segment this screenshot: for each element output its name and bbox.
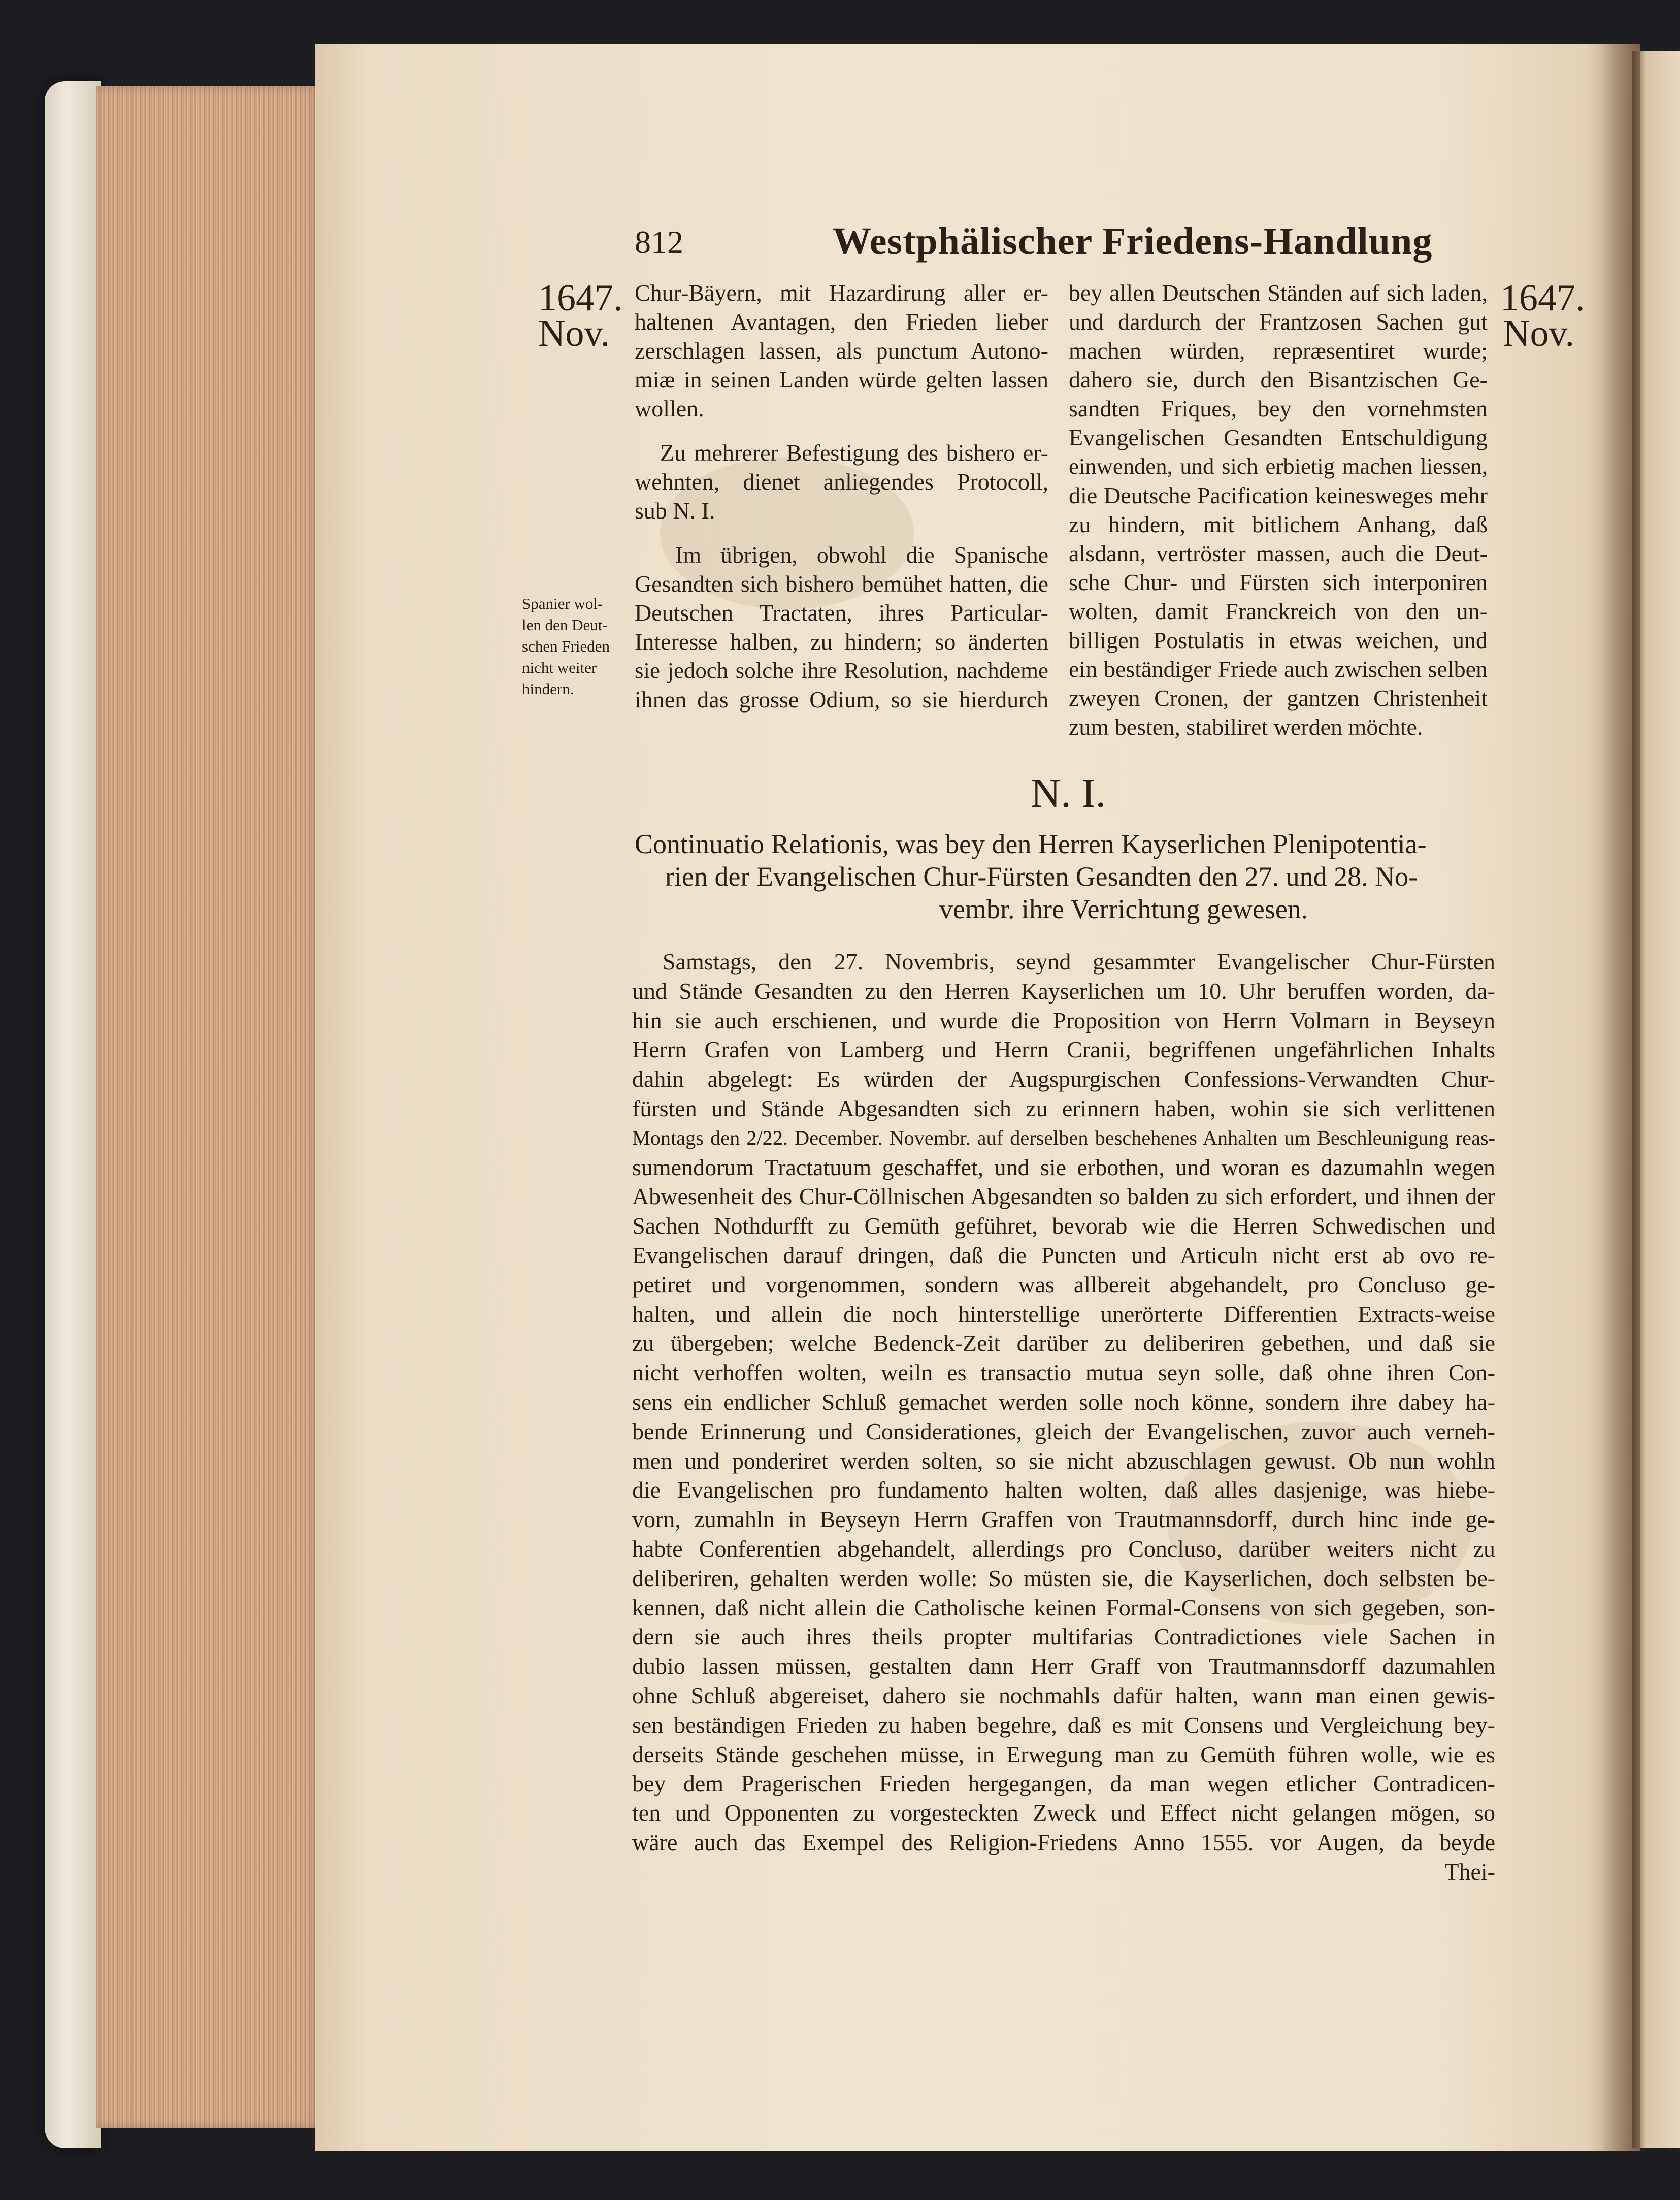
catchword: Thei- <box>1444 1858 1495 1885</box>
body-line: ten und Opponenten zu vorgesteckten Zweck und Effect nicht gelangen mögen, so <box>632 1800 1495 1826</box>
gutter-shadow <box>1599 44 1640 2151</box>
title-line: rien der Evangelischen Chur-Fürsten Gesandten den 27. und 28. No- <box>665 861 1418 892</box>
marginal-note <box>522 593 610 700</box>
text-line: ihnen das grosse Odium, so sie hierdurch <box>635 687 1048 713</box>
right-margin-month: Nov. <box>1503 313 1575 354</box>
left-column <box>635 278 1048 714</box>
marginal-line: hindern. <box>522 680 574 698</box>
text-line: ein beständiger Friede auch zwischen selben <box>1069 656 1488 682</box>
body-line: halten, und allein die noch hinterstellige unerörterte Differentien Extracts-weise <box>632 1301 1495 1327</box>
page-stack-edge <box>96 86 320 2128</box>
marginal-line: Spanier wol- <box>522 595 603 612</box>
body-line: derseits Stände geschehen müsse, in Erwegung man zu Gemüth führen wolle, wie es <box>632 1741 1495 1767</box>
running-title: Westphälischer Friedens-Handlung <box>833 220 1433 263</box>
body-line: hin sie auch erschienen, und wurde die Proposition von Herrn Volmarn in Beyseyn <box>632 1007 1495 1033</box>
page-number: 812 <box>635 224 683 260</box>
text-line: Zu mehrerer Befestigung des bishero er- <box>660 440 1048 466</box>
body-line: zu übergeben; welche Bedenck-Zeit darüber zu deliberiren gebethen, und daß sie <box>632 1330 1495 1356</box>
body-line: bende Erinnerung und Considerationes, gleich der Evangelischen, zuvor auch verneh- <box>632 1418 1495 1444</box>
body-line: die Evangelischen pro fundamento halten wolten, daß alles dasjenige, was hiebe- <box>632 1477 1495 1503</box>
right-margin-year: 1647. <box>1500 277 1585 319</box>
title-line: Continuatio Relationis, was bey den Herren Kayserlichen Plenipotentia- <box>635 829 1427 859</box>
marginal-line: nicht weiter <box>522 659 597 676</box>
text-line: dahero sie, durch den Bisantzischen Ge- <box>1069 367 1488 393</box>
text-line: sie jedoch solche ihre Resolution, nachdeme <box>635 658 1048 683</box>
text-line: bey allen Deutschen Ständen auf sich laden, <box>1069 280 1488 306</box>
text-line: sche Chur- und Fürsten sich interponiren <box>1069 569 1488 595</box>
body-line: Sachen Nothdurfft zu Gemüth geführet, bevorab wie die Herren Schwedischen und <box>632 1213 1495 1239</box>
right-column <box>1069 278 1488 741</box>
body-line: dubio lassen müssen, gestalten dann Herr Graff von Trautmannsdorff dazumahlen <box>632 1653 1495 1679</box>
body-line: Montags den 2/22. December. Novembr. auf derselben beschehenes Anhalten um Beschleunigung reas- <box>632 1126 1495 1149</box>
text-line: wollen. <box>635 396 704 422</box>
body-line: ohne Schluß abgereiset, dahero sie nochmahls dafür halten, wann man einen gewis- <box>632 1682 1495 1708</box>
book-cover-edge <box>45 81 101 2148</box>
text-line: einwenden, und sich erbietig machen liessen, <box>1069 454 1488 479</box>
text-line: alsdann, vertröster massen, auch die Deut- <box>1069 540 1488 566</box>
body-text <box>632 947 1495 1887</box>
body-line: Herrn Grafen von Lamberg und Herrn Cranii, begriffenen ungefährlichen Inhalts <box>632 1037 1495 1063</box>
text-line: billigen Postulatis in etwas weichen, und <box>1069 627 1488 653</box>
body-line: bey dem Pragerischen Frieden hergegangen, da man wegen etlicher Contradicen- <box>632 1770 1495 1797</box>
text-line: sub N. I. <box>635 498 715 524</box>
marginal-line: schen Frieden <box>522 637 610 655</box>
text-line: die Deutsche Pacification keinesweges mehr <box>1069 482 1488 508</box>
text-line: wehnten, dienet anliegendes Protocoll, <box>635 469 1048 495</box>
body-line: deliberiren, gehalten werden wolle: So müsten sie, die Kayserlichen, doch selbsten be- <box>632 1565 1495 1591</box>
body-line: sen beständigen Frieden zu haben begehre, daß es mit Consens und Vergleichung bey- <box>632 1711 1495 1738</box>
section-number: N. I. <box>1031 770 1106 816</box>
marginal-line: len den Deut- <box>522 616 608 634</box>
text-line: Chur-Bäyern, mit Hazardirung aller er- <box>635 280 1048 306</box>
text-line: und dardurch der Frantzosen Sachen gut <box>1069 309 1488 335</box>
body-line: wäre auch das Exempel des Religion-Friedens Anno 1555. vor Augen, da beyde <box>632 1829 1495 1855</box>
text-line: Evangelischen Gesandten Entschuldigung <box>1069 425 1488 450</box>
text-line: sandten Friques, bey den vornehmsten <box>1069 396 1488 422</box>
text-line: zweyen Cronen, der gantzen Christenheit <box>1069 685 1488 711</box>
text-line: Im übrigen, obwohl die Spanische <box>675 542 1048 568</box>
text-line: miæ in seinen Landen würde gelten lassen <box>635 367 1048 393</box>
text-line: zum besten, stabiliret werden möchte. <box>1069 714 1423 740</box>
text-line: wolten, damit Franckreich von den un- <box>1069 598 1488 624</box>
body-line: sumendorum Tractatuum geschaffet, und sie erbothen, und woran es dazumahln wegen <box>632 1154 1495 1180</box>
title-line: vembr. ihre Verrichtung gewesen. <box>939 894 1308 924</box>
body-line: men und ponderiret werden solten, so sie nicht abzuschlagen gewust. Ob nun wohln <box>632 1447 1495 1474</box>
relation-title <box>635 828 1503 925</box>
body-line: kennen, daß nicht allein die Catholische keinen Formal-Consens von sich gegeben, son- <box>632 1594 1495 1621</box>
body-line: nicht verhoffen wolten, weiln es transactio mutua seyn solle, daß ohne ihren Con- <box>632 1360 1495 1386</box>
body-line: petiret und vorgenommen, sondern was allbereit abgehandelt, pro Concluso ge- <box>632 1271 1495 1298</box>
text-line: Interesse halben, zu hindern; so änderten <box>635 629 1048 655</box>
left-margin-month: Nov. <box>538 313 610 354</box>
body-line: Samstags, den 27. Novembris, seynd gesammter Evangelischer Chur-Fürsten <box>663 949 1495 975</box>
body-line: Evangelischen darauf dringen, daß die Puncten und Articuln nicht erst ab ovo re- <box>632 1242 1495 1268</box>
text-line: zu hindern, mit bitlichem Anhang, daß <box>1069 511 1488 537</box>
body-line: fürsten und Stände Abgesandten sich zu erinnern haben, wohin sie sich verlittenen <box>632 1095 1495 1121</box>
body-line: dern sie auch ihres theils propter multifarias Contradictiones viele Sachen in <box>632 1624 1495 1650</box>
body-line: habte Conferentien abgehandelt, allerdings pro Concluso, darüber weiters nicht zu <box>632 1535 1495 1562</box>
body-line: Abwesenheit des Chur-Cöllnischen Abgesandten so balden zu sich erfordert, und ihnen der <box>632 1183 1495 1210</box>
body-line: sens ein endlicher Schluß gemachet werden solle noch könne, sondern ihre dabey ha- <box>632 1388 1495 1415</box>
text-line: Gesandten sich bishero bemühet hatten, die <box>635 571 1048 597</box>
text-line: machen würden, repræsentiret wurde; <box>1069 338 1488 364</box>
text-line: Deutschen Tractaten, ihres Particular- <box>635 600 1048 626</box>
body-line: dahin abgelegt: Es würden der Augspurgischen Confessions-Verwandten Chur- <box>632 1066 1495 1092</box>
text-line: zerschlagen lassen, als punctum Autono- <box>635 338 1048 364</box>
text-line: haltenen Avantagen, den Frieden lieber <box>635 309 1048 335</box>
body-line: und Stände Gesandten zu den Herren Kayserlichen um 10. Uhr beruffen worden, da- <box>632 978 1495 1004</box>
body-line: vorn, zumahln in Beyseyn Herrn Graffen von Trautmannsdorff, durch hinc inde ge- <box>632 1506 1495 1533</box>
left-margin-year: 1647. <box>538 277 623 319</box>
